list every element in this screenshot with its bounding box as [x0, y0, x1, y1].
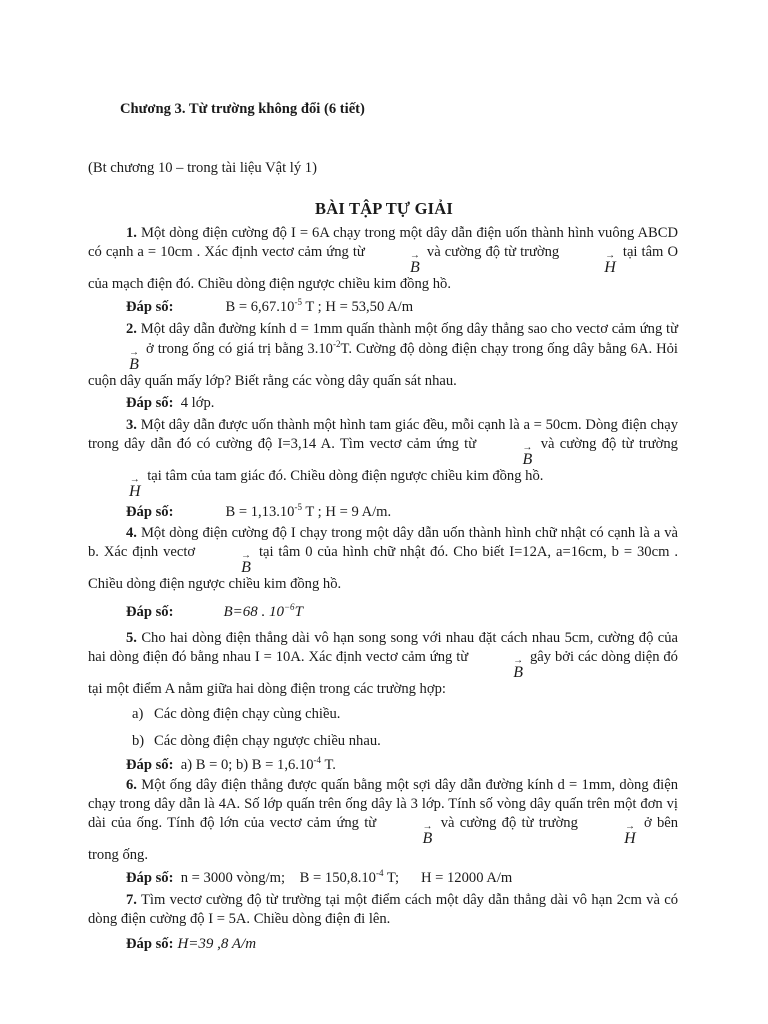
problem-text: và cường độ từ trường: [540, 435, 678, 452]
vector-h-symbol: → H: [624, 821, 636, 848]
problem-number: 1.: [126, 225, 137, 241]
answer-6: Đáp số: n = 3000 vòng/m; $B = 150,8.10^{-4}$ T; H = 12000 A/m: [126, 868, 513, 887]
answer-5: Đáp số: a) B = 0; b) $B = 1,6.10^{-4}$ T.: [126, 754, 336, 773]
problem-2: 2. Một dây dẫn đường kính d = 1mm quấn thành một ống dây thẳng sao cho vectơ cảm ứng từ → B ở trong ống có giá trị bằng $3.10^{-2}T$. Cường độ dòng điện chạy trong ống dây bằng 6A. Hỏi cuộn dây quấn mấy lớp? Biết rằng các vòng dây quấn sát nhau.: [88, 320, 679, 389]
vector-b-symbol: → B: [522, 441, 533, 468]
answer-label: Đáp số:: [126, 604, 174, 621]
problem-text: và cường độ từ trường: [440, 815, 578, 832]
vector-b-symbol: → B: [409, 249, 420, 276]
vector-h-symbol: → H: [604, 249, 616, 276]
answer-label: Đáp số:: [126, 756, 174, 773]
problem-text: T. Cường độ dòng điện chạy trong ống dây bằng 6A. Hỏi cuộn dây quấn mấy lớp? Biết rằng các vòng dây quấn sát nhau.: [88, 340, 678, 389]
chapter-heading: Chương 3. Từ trường không đổi (6 tiết): [120, 101, 365, 117]
vector-b-symbol: → B: [422, 821, 433, 848]
problem-text: Một dây dẫn đường kính d = 1mm quấn thành một ống dây thẳng sao cho vectơ cảm ứng từ: [140, 320, 679, 337]
section-title: BÀI TẬP TỰ GIẢI: [315, 199, 453, 218]
answer-label: Đáp số:: [126, 936, 174, 953]
answer-label: Đáp số:: [126, 298, 174, 315]
answer-label: Đáp số:: [126, 503, 174, 520]
problem-text: ở bên trong ống.: [88, 815, 679, 864]
problem-3: [88, 416, 678, 499]
problem-text: tại tâm của tam giác đó. Chiều dòng điện ngược chiều kim đồng hồ.: [147, 467, 544, 484]
answer-7: Đáp số: H=39 ,8 A/m: [126, 936, 257, 953]
problem-text: Một ống dây điện thẳng được quấn bằng một sợi dây dẫn đường kính d = 1mm, dòng điện chạy trong dây dẫn là 4A. Số lớp quấn trên ống dây là 3 lớp. Tính số vòng dây quấn trên một đơn vị dài của ống. Tính độ lớn của vectơ cảm ứng từ: [88, 777, 678, 832]
problem-list: [88, 224, 678, 955]
answer-label: Đáp số:: [126, 394, 174, 411]
problem-5: [88, 629, 678, 699]
problem-text: Tìm vectơ cường độ từ trường tại một điểm cách một dây dẫn thẳng dài vô hạn 2cm và có dòng điện cường độ I = 5A. Chiều dòng điện đi lên.: [88, 892, 678, 928]
problem-text: và cường độ từ trường: [426, 243, 560, 260]
problem-text: tại tâm O của mạch điện đó. Chiều dòng điện ngược chiều kim đồng hồ.: [88, 243, 678, 292]
answer-4: Đáp số: B=68 . $10^{-6}T$: [126, 602, 303, 621]
vector-b-symbol: → B: [129, 346, 139, 373]
answer-label: Đáp số:: [126, 870, 174, 887]
problem-number: 3.: [126, 416, 137, 433]
problem-4: [88, 524, 678, 594]
problem-7: [88, 891, 678, 929]
problem-text: ở trong ống có giá trị bằng 3.10: [146, 340, 333, 357]
vector-b-symbol: → B: [513, 654, 524, 681]
problem-text: Một dòng điện cường độ I = 6A chạy trong một dây dẫn điện uốn thành hình vuông ABCD có cạnh a = 10cm . Xác định vectơ cảm ứng từ: [88, 225, 678, 260]
problem-number: 7.: [126, 892, 137, 909]
problem-6: [88, 776, 678, 865]
problem-text: Một dòng điện cường độ I chạy trong một dây dẫn uốn thành hình chữ nhật có cạnh là a và b. Xác định vectơ: [88, 525, 678, 561]
reference-note: (Bt chương 10 – trong tài liệu Vật lý 1): [88, 160, 317, 176]
answer-2: Đáp số: 4 lớp.: [126, 394, 215, 411]
problem-1: [88, 224, 678, 294]
problem-text: Cho hai dòng điện thẳng dài vô hạn song song với nhau đặt cách nhau 5cm, cường độ của hai dòng điện đó bằng nhau I = 10A. Xác định vectơ cảm ứng từ: [88, 629, 678, 665]
problem-number: 5.: [126, 629, 137, 646]
problem-number: 4.: [126, 525, 137, 542]
problem-text: gây bởi các dòng diện đó tại một điểm A nằm giữa hai dòng điện trong các trường hợp:: [88, 648, 678, 697]
answer-1: Đáp số: $B = 6,67.10^{-5}$ T ; H = 53,50 A/m: [126, 296, 414, 315]
problem-text: Một dây dẫn được uốn thành một hình tam giác đều, mỗi cạnh là a = 50cm. Dòng điện chạy trong dây dẫn đó có cường độ I=3,14 A. Tìm vectơ cảm ứng từ: [88, 416, 678, 452]
option-a: a) Các dòng điện chạy cùng chiều.: [132, 705, 341, 722]
answer-3: Đáp số: $B = 1,13.10^{-5}$ T ; H = 9 A/m.: [126, 501, 392, 520]
option-b: b) Các dòng điện chạy ngược chiều nhau.: [132, 732, 381, 749]
problem-text: tại tâm 0 của hình chữ nhật đó. Cho biết I=12A, a=16cm, b = 30cm . Chiều dòng điện ngược chiều kim đồng hồ.: [88, 544, 678, 593]
vector-h-symbol: → H: [129, 473, 141, 500]
problem-number: 6.: [126, 777, 137, 794]
problem-number: 2.: [126, 320, 137, 337]
vector-b-symbol: → B: [241, 550, 252, 577]
